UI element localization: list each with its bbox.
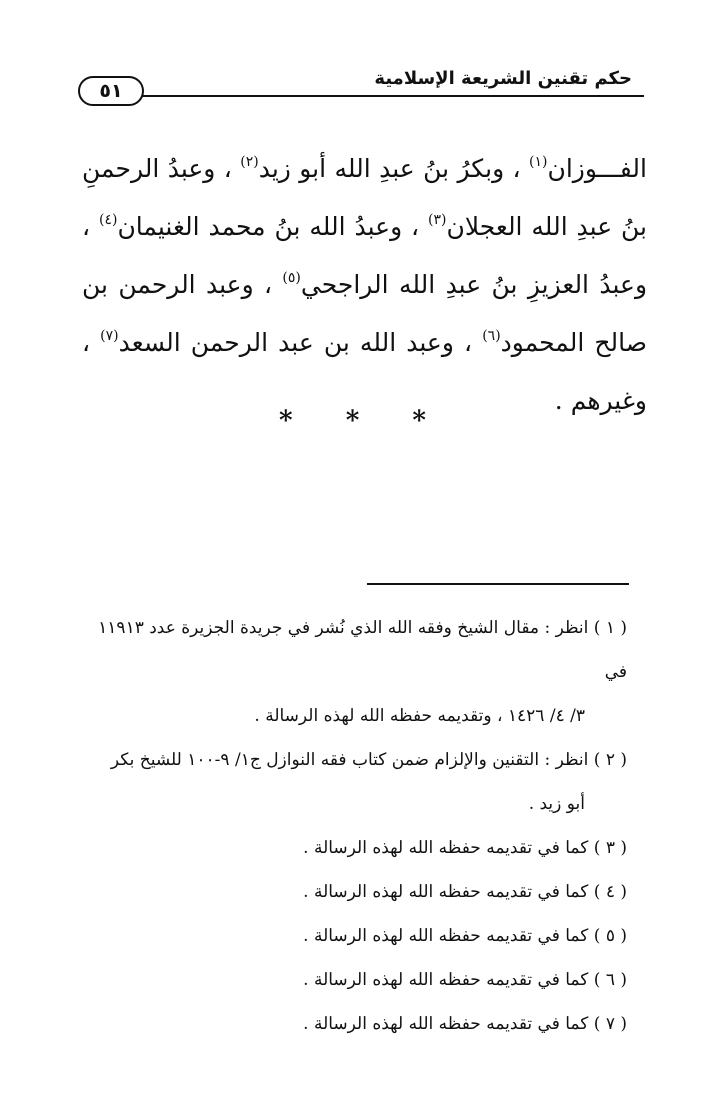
footnote-ref: (٦): [482, 328, 501, 344]
text-segment: ، وعبدُ الرحمنِ بنُ عبدِ الله العجلان: [82, 154, 647, 241]
footnote-text: كما في تقديمه حفظه الله لهذه الرسالة .: [303, 1014, 589, 1034]
header-rule: [142, 95, 644, 97]
paragraph-text: [82, 140, 647, 430]
footnote-text: كما في تقديمه حفظه الله لهذه الرسالة .: [303, 926, 589, 946]
footnote-number: ( ٧ ): [593, 1014, 627, 1034]
footnote-6: [82, 958, 627, 1002]
footnote-ref: (٢): [240, 154, 259, 170]
text-segment: ، وعبد الله بن عبد الرحمن السعد: [118, 328, 483, 357]
footnote-text: انظر : مقال الشيخ وفقه الله الذي نُشر في جريدة الجزيرة عدد ١١٩١٣ في: [98, 618, 627, 682]
footnote-number: ( ١ ): [593, 618, 627, 638]
footnote-text: كما في تقديمه حفظه الله لهذه الرسالة .: [303, 970, 589, 990]
footnote-4: [82, 870, 627, 914]
footnote-number: ( ٤ ): [593, 882, 627, 902]
footnote-ref: (٧): [100, 328, 119, 344]
footnote-number: ( ٥ ): [593, 926, 627, 946]
body-paragraph: [82, 140, 647, 430]
footnote-text: انظر : التقنين والإلزام ضمن كتاب فقه النوازل ج١/ ٩-١٠٠ للشيخ بكر: [110, 750, 589, 770]
footnote-1: [82, 606, 627, 694]
footnote-number: ( ٣ ): [593, 838, 627, 858]
footnote-number: ( ٦ ): [593, 970, 627, 990]
footnote-number: ( ٢ ): [593, 750, 627, 770]
footnote-2: [82, 738, 627, 782]
footnote-7: [82, 1002, 627, 1046]
footnote-2-continuation: أبو زيد .: [528, 794, 585, 814]
text-segment: ، وعبد الرحمن بن صالح المحمود: [82, 270, 648, 357]
footnote-ref: (١): [529, 154, 548, 170]
footnote-rule: [367, 583, 629, 585]
text-segment: ، وعبدُ العزيزِ بنُ عبدِ الله الراجحي: [82, 212, 648, 299]
text-segment: ، وعبدُ الله بنُ محمد الغنيمان: [117, 212, 428, 241]
footnote-ref: (٥): [282, 270, 301, 286]
footnote-text: كما في تقديمه حفظه الله لهذه الرسالة .: [303, 838, 589, 858]
footnote-5: [82, 914, 627, 958]
text-segment: الفـــوزان: [547, 154, 647, 183]
running-title: حكم تقنين الشريعة الإسلامية: [368, 68, 638, 89]
footnote-ref: (٤): [98, 212, 118, 228]
footnote-3: [82, 826, 627, 870]
footnotes: [82, 606, 627, 1046]
page-header: [72, 68, 644, 108]
text-segment: ، وغيرهم .: [82, 328, 647, 415]
page-number: ٥١: [78, 76, 144, 106]
footnote-text: كما في تقديمه حفظه الله لهذه الرسالة .: [303, 882, 589, 902]
footnote-ref: (٣): [428, 212, 447, 228]
section-separator: * * *: [279, 406, 448, 436]
footnote-1-continuation: ٣/ ٤/ ١٤٢٦ ، وتقديمه حفظه الله لهذه الرسالة .: [254, 706, 585, 726]
text-segment: ، وبكرُ بنُ عبدِ الله أبو زيد: [258, 154, 530, 183]
